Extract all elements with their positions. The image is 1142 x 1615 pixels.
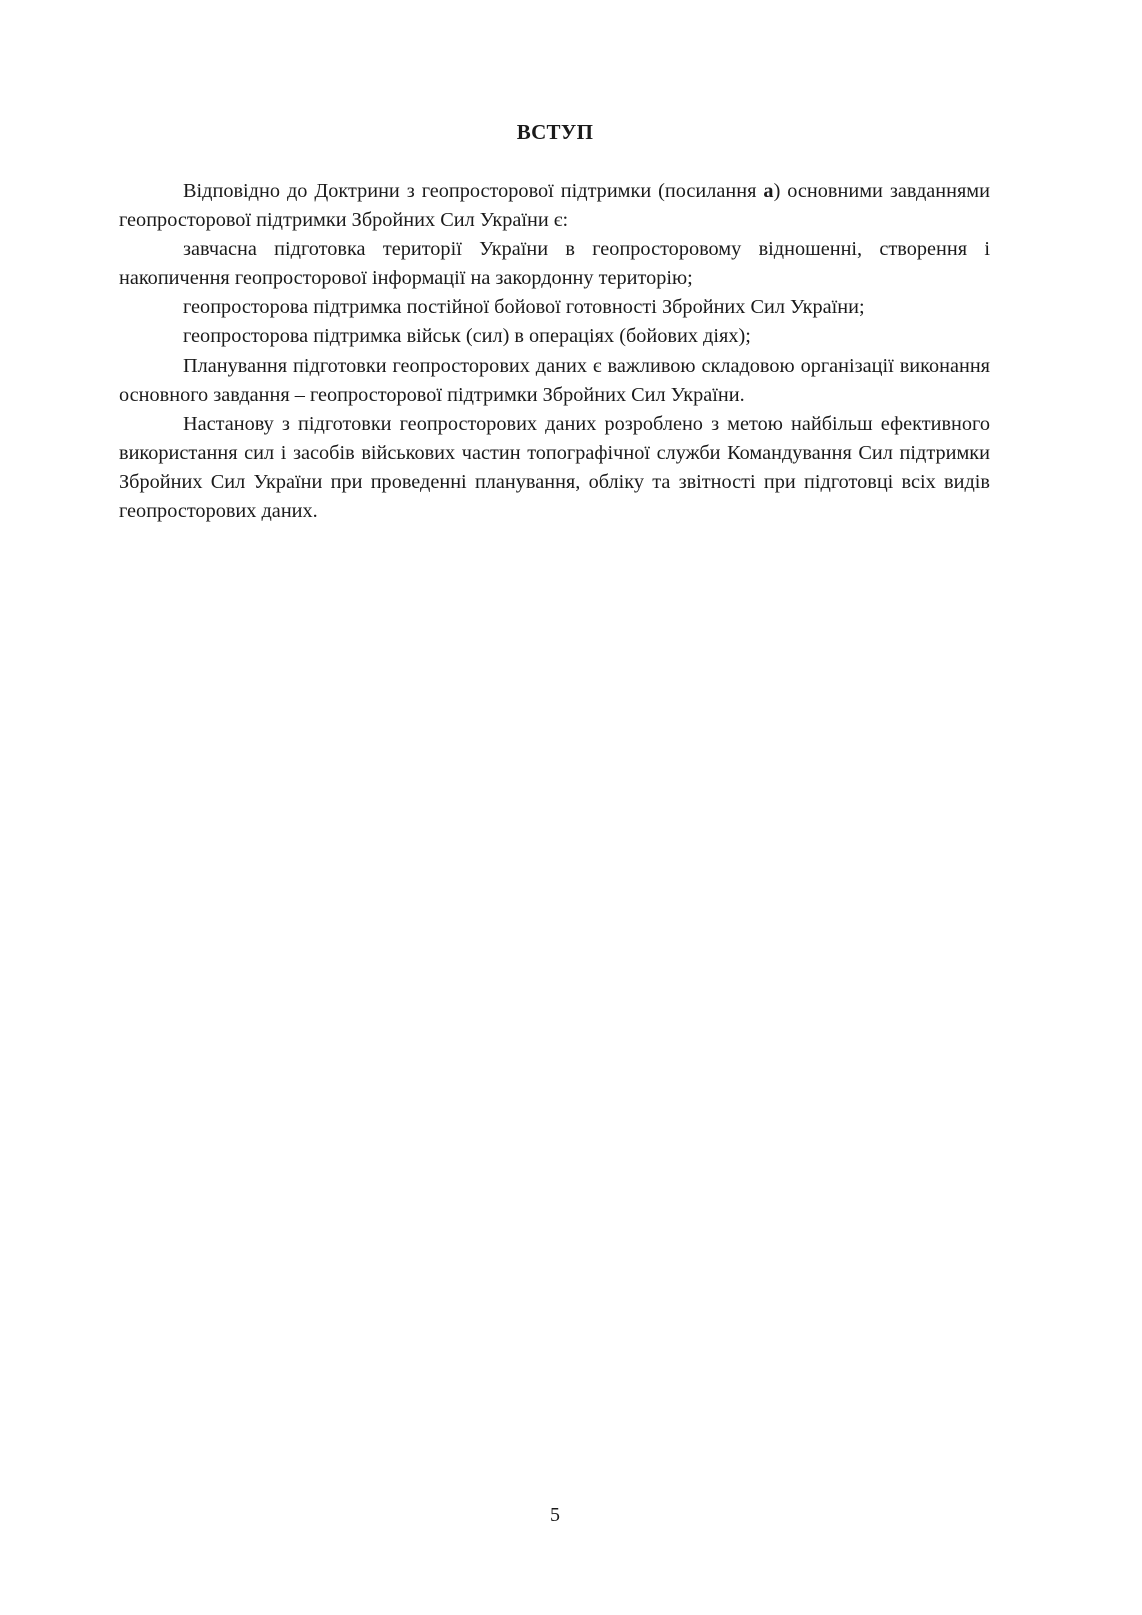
paragraph-intro [119,177,990,235]
paragraph-task-territory: завчасна підготовка території України в геопросторовому відношенні, створення і накопичення геопросторової інформації на закордонну територію; [119,238,990,290]
paragraph-purpose: Настанову з підготовки геопросторових даних розроблено з метою найбільш ефективного використання сил і засобів військових частин топографічної служби Командування Сил підтримки Збройних Сил України при проведенні планування, обліку та звітності при підготовці всіх видів геопросторових даних. [119,412,990,523]
reference-letter: а [763,180,774,202]
page-number: 5 [550,1504,560,1526]
paragraph-task-operations: геопросторова підтримка військ (сил) в операціях (бойових діях); [183,325,751,348]
paragraph-planning: Планування підготовки геопросторових даних є важливою складовою організації виконання основного завдання – геопросторової підтримки Збройних Сил України. [119,354,990,406]
body-text [119,177,990,526]
paragraph-task-readiness: геопросторова підтримка постійної бойової готовності Збройних Сил України; [183,296,865,319]
section-heading: ВСТУП [516,120,594,144]
paragraph-intro-text-after: ) основними завданнями геопросторової підтримки Збройних Сил України є: [119,180,990,232]
paragraph-intro-text-before: Відповідно до Доктрини з геопросторової підтримки (посилання [183,180,764,202]
